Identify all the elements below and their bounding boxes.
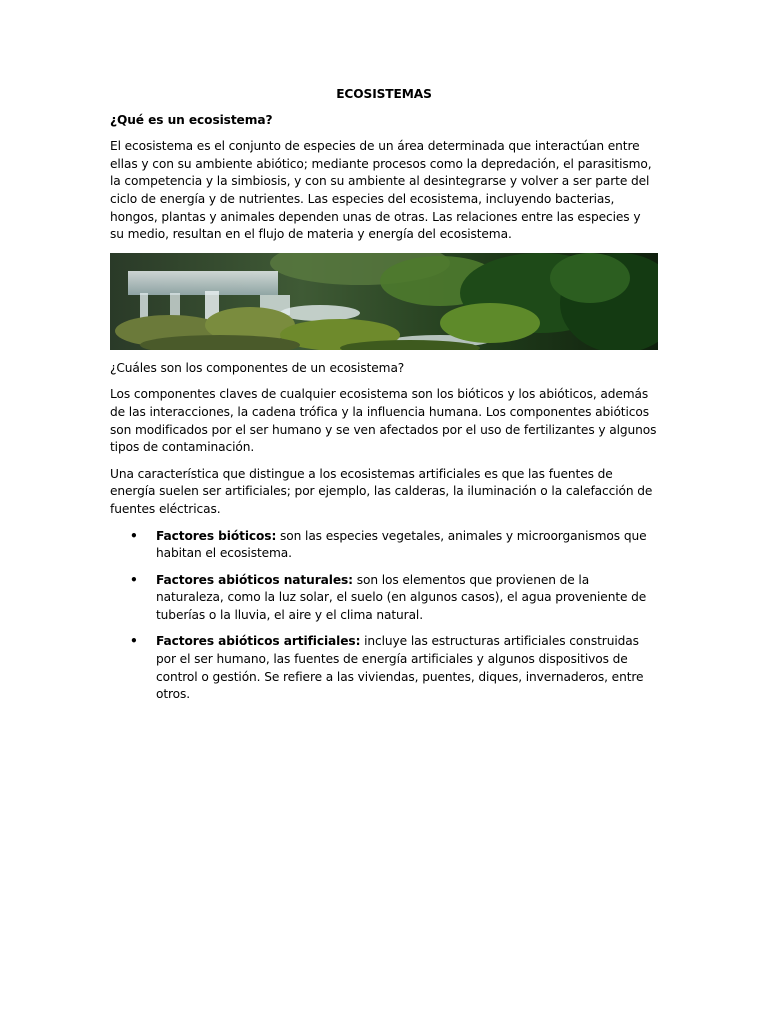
factors-list (110, 528, 658, 704)
section-heading-components: ¿Cuáles son los componentes de un ecosistema? (110, 360, 405, 375)
bullet-icon: • (130, 528, 138, 543)
paragraph-artificial: Una característica que distingue a los ecosistemas artificiales es que las fuentes de energía suelen ser artificiales; por ejemplo, las calderas, la iluminación o la calefacción de fuentes eléctricas. (110, 466, 653, 516)
bullet-icon: • (130, 634, 138, 649)
factor-term: Factores bióticos: (156, 528, 277, 543)
list-item (110, 528, 658, 563)
factor-text: son las especies vegetales, animales y microorganismos que habitan el ecosistema. (156, 528, 647, 561)
list-item (110, 572, 658, 625)
factor-term: Factores abióticos naturales: (156, 572, 353, 587)
document-title: ECOSISTEMAS (336, 87, 432, 101)
section-heading-what-is: ¿Qué es un ecosistema? (110, 112, 273, 127)
paragraph-definition: El ecosistema es el conjunto de especies de un área determinada que interactúan entre ellas y con su ambiente abiótico; mediante procesos como la depredación, el parasitismo, la competencia y la simbiosis, y con su ambiente al desintegrarse y volver a ser parte del ciclo de energía y de nutrientes. Las especies del ecosistema, incluyendo bacterias, hongos, plantas y animales dependen unas de otras. Las relaciones entre las especies y su medio, resultan en el flujo de materia y energía del ecosistema. (110, 139, 652, 242)
list-item (110, 633, 658, 703)
waterfall-photo (110, 253, 658, 350)
bullet-icon: • (130, 572, 138, 587)
paragraph-components: Los componentes claves de cualquier ecosistema son los bióticos y los abióticos, además de las interacciones, la cadena trófica y la influencia humana. Los componentes abióticos son modificados por el ser humano y se ven afectados por el uso de fertilizantes y algunos tipos de contaminación. (110, 387, 657, 455)
factor-text: son los elementos que provienen de la naturaleza, como la luz solar, el suelo (en algunos casos), el agua proveniente de tuberías o la lluvia, el aire y el clima natural. (156, 572, 647, 622)
document-page (110, 86, 658, 713)
factor-text: incluye las estructuras artificiales construidas por el ser humano, las fuentes de energía artificiales y algunos dispositivos de control o gestión. Se refiere a las viviendas, puentes, diques, invernaderos, entre otros. (156, 634, 644, 702)
factor-term: Factores abióticos artificiales: (156, 634, 361, 649)
